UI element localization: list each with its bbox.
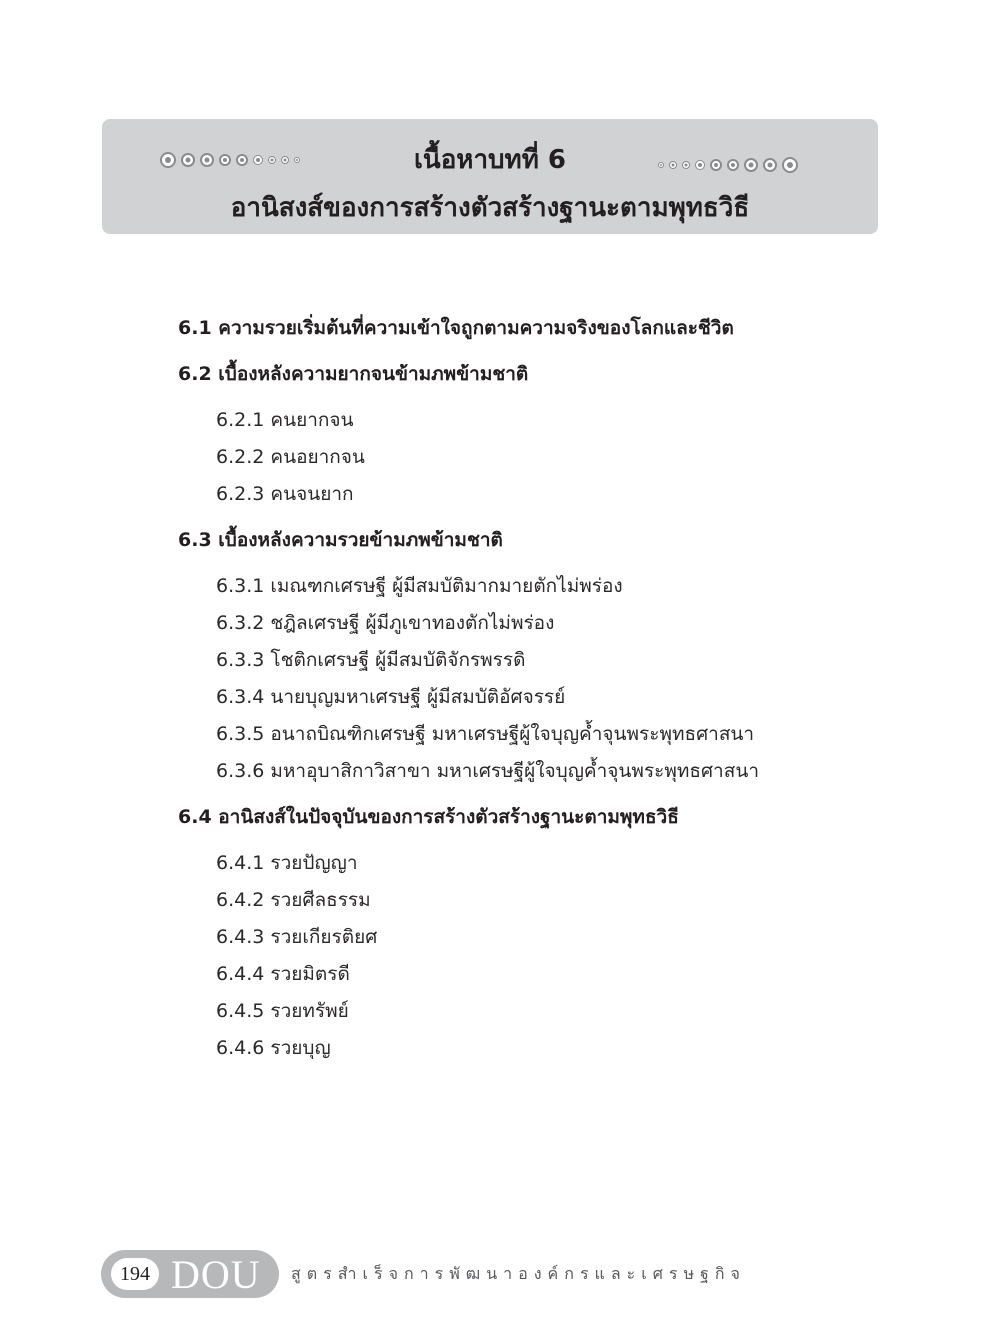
- dot-icon: [682, 161, 690, 169]
- section-heading-6-2: 6.2 เบื้องหลังความยากจนข้ามภพข้ามชาติ: [178, 363, 529, 385]
- dou-logo: DOU: [171, 1252, 261, 1297]
- page-footer: [101, 1250, 881, 1300]
- toc-item: 6.4.6 รวยบุญ: [216, 1037, 331, 1059]
- dot-icon: [658, 162, 664, 168]
- toc-item: 6.2.1 คนยากจน: [216, 409, 354, 431]
- book-title: สูตรสำเร็จการพัฒนาองค์กรและเศรษฐกิจ: [291, 1264, 746, 1283]
- dot-icon: [744, 158, 758, 172]
- dot-icon: [695, 160, 705, 170]
- toc-item: 6.3.5 อนาถบิณฑิกเศรษฐี มหาเศรษฐีผู้ใจบุญค้ำจุนพระพุทธศาสนา: [216, 723, 755, 745]
- toc-item: 6.3.2 ชฎิลเศรษฐี ผู้มีภูเขาทองตักไม่พร่อง: [216, 612, 555, 634]
- toc-item: 6.3.6 มหาอุบาสิกาวิสาขา มหาเศรษฐีผู้ใจบุญค้ำจุนพระพุทธศาสนา: [216, 760, 759, 782]
- dot-icon: [710, 159, 722, 171]
- dot-icon: [763, 158, 777, 172]
- toc-item: 6.4.2 รวยศีลธรรม: [216, 889, 371, 911]
- toc-item: 6.4.5 รวยทรัพย์: [216, 1000, 349, 1022]
- dot-icon: [727, 159, 739, 171]
- table-of-contents: [178, 314, 898, 1071]
- dot-icon: [669, 161, 677, 169]
- toc-item: 6.4.1 รวยปัญญา: [216, 852, 358, 874]
- toc-item: 6.3.1 เมณฑกเศรษฐี ผู้มีสมบัติมากมายตักไม่พร่อง: [216, 575, 623, 597]
- toc-item: 6.3.3 โชติกเศรษฐี ผู้มีสมบัติจักรพรรดิ: [216, 649, 526, 671]
- page-number: 194: [111, 1258, 159, 1290]
- toc-item: 6.2.2 คนอยากจน: [216, 446, 365, 468]
- section-heading-6-3: 6.3 เบื้องหลังความรวยข้ามภพข้ามชาติ: [178, 529, 503, 551]
- toc-item: 6.3.4 นายบุญมหาเศรษฐี ผู้มีสมบัติอัศจรรย์: [216, 686, 566, 708]
- toc-item: 6.4.3 รวยเกียรติยศ: [216, 926, 378, 948]
- section-heading-6-4: 6.4 อานิสงส์ในปัจจุบันของการสร้างตัวสร้างฐานะตามพุทธวิธี: [178, 806, 679, 828]
- toc-item: 6.4.4 รวยมิตรดี: [216, 963, 350, 985]
- chapter-label: เนื้อหาบทที่ 6: [414, 145, 566, 175]
- decorative-dots-right: [658, 157, 798, 173]
- chapter-header: [102, 119, 878, 234]
- section-heading-6-1: 6.1 ความรวยเริ่มต้นที่ความเข้าใจถูกตามความจริงของโลกและชีวิต: [178, 317, 734, 339]
- chapter-title: อานิสงส์ของการสร้างตัวสร้างฐานะตามพุทธวิธี: [230, 193, 750, 223]
- dot-icon: [782, 157, 798, 173]
- toc-item: 6.2.3 คนจนยาก: [216, 483, 354, 505]
- footer-badge: [101, 1250, 279, 1298]
